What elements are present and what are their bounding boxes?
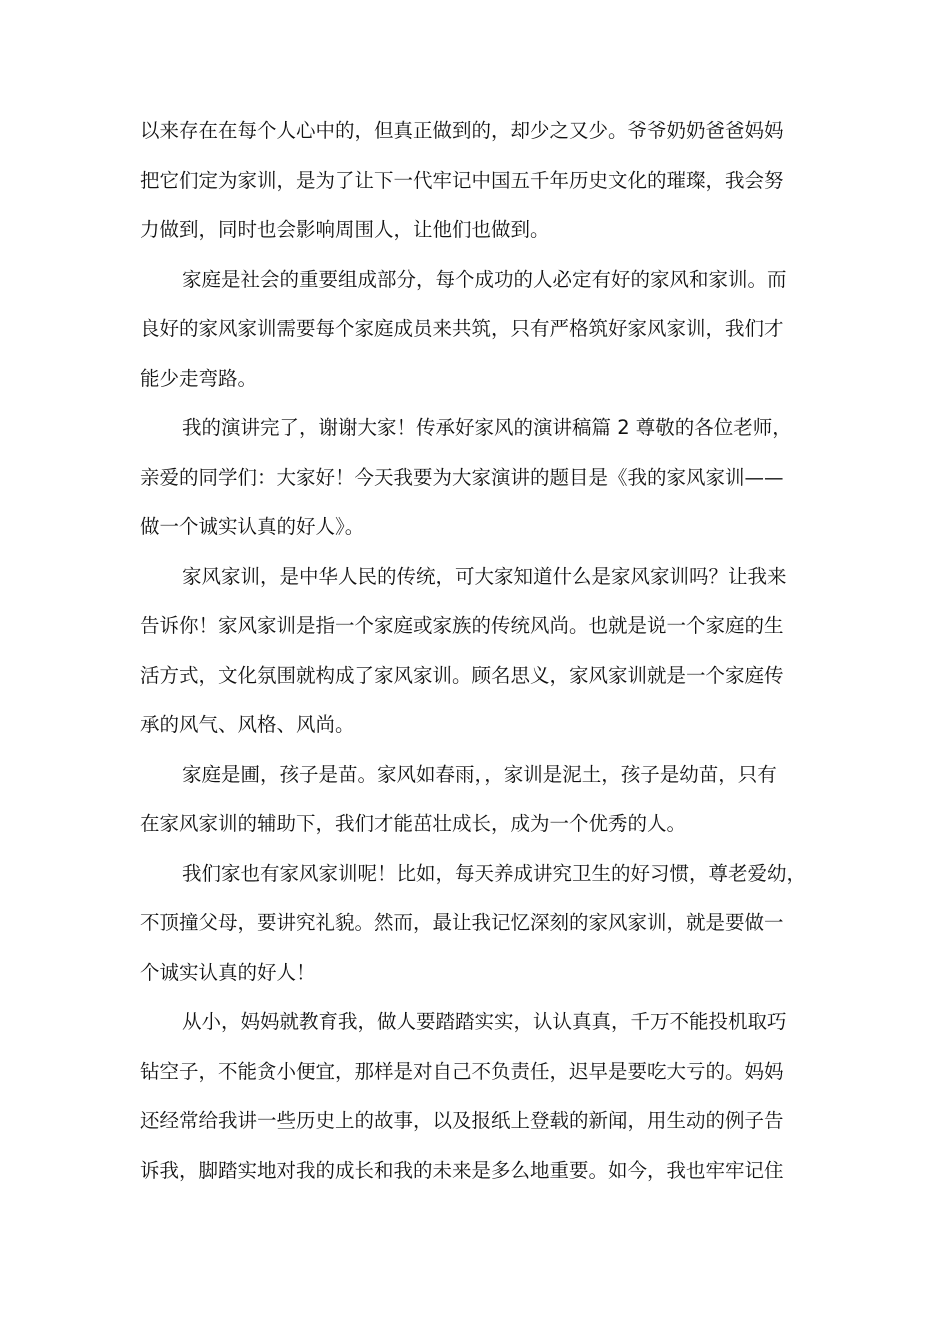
text-line: 良好的家风家训需要每个家庭成员来共筑，只有严格筑好家风家训，我们才 <box>140 317 784 340</box>
document-body <box>140 106 812 1195</box>
text-line: 我的演讲完了，谢谢大家！传承好家风的演讲稿篇 2 尊敬的各位老师， <box>182 416 792 439</box>
paragraph-2 <box>140 255 812 404</box>
paragraph-5 <box>140 750 812 849</box>
text-line: 从小，妈妈就教育我，做人要踏踏实实，认认真真，千万不能投机取巧 <box>182 1010 787 1033</box>
paragraph-1 <box>140 106 812 255</box>
text-line: 亲爱的同学们：大家好！今天我要为大家演讲的题目是《我的家风家训—— <box>140 465 784 489</box>
text-line: 个诚实认真的好人！ <box>140 960 316 984</box>
text-line: 还经常给我讲一些历史上的故事，以及报纸上登载的新闻，用生动的例子告 <box>140 1109 784 1132</box>
text-line: 做一个诚实认真的好人》。 <box>140 515 365 538</box>
text-line: 在家风家训的辅助下，我们才能茁壮成长，成为一个优秀的人。 <box>140 812 687 835</box>
text-line: 家庭是社会的重要组成部分，每个成功的人必定有好的家风和家训。而 <box>182 267 787 291</box>
text-line: 不顶撞父母，要讲究礼貌。然而，最让我记忆深刻的家风家训，就是要做一 <box>140 911 784 934</box>
text-line: 钻空子，不能贪小便宜，那样是对自己不负责任，迟早是要吃大亏的。妈妈 <box>140 1059 784 1083</box>
text-line: 诉我，脚踏实地对我的成长和我的未来是多么地重要。如今，我也牢牢记住 <box>140 1158 784 1182</box>
text-line: 活方式，文化氛围就构成了家风家训。顾名思义，家风家训就是一个家庭传 <box>140 663 784 687</box>
text-line: 把它们定为家训，是为了让下一代牢记中国五千年历史文化的璀璨，我会努 <box>140 168 784 192</box>
paragraph-6 <box>140 849 812 998</box>
text-line: 我们家也有家风家训呢！比如，每天养成讲究卫生的好习惯，尊老爱幼， <box>182 861 807 885</box>
text-line: 承的风气、风格、风尚。 <box>140 713 355 736</box>
paragraph-4 <box>140 552 812 750</box>
text-line: 告诉你！家风家训是指一个家庭或家族的传统风尚。也就是说一个家庭的生 <box>140 614 784 637</box>
text-line: 家风家训，是中华人民的传统，可大家知道什么是家风家训吗？让我来 <box>182 564 787 588</box>
paragraph-3 <box>140 403 812 552</box>
text-line: 家庭是圃，孩子是苗。家风如春雨，，家训是泥土，孩子是幼苗，只有 <box>182 762 777 786</box>
paragraph-7 <box>140 997 812 1195</box>
text-line: 以来存在在每个人心中的，但真正做到的，却少之又少。爷爷奶奶爸爸妈妈 <box>140 119 784 142</box>
text-line: 能少走弯路。 <box>140 366 258 390</box>
text-line: 力做到，同时也会影响周围人，让他们也做到。 <box>140 218 550 241</box>
